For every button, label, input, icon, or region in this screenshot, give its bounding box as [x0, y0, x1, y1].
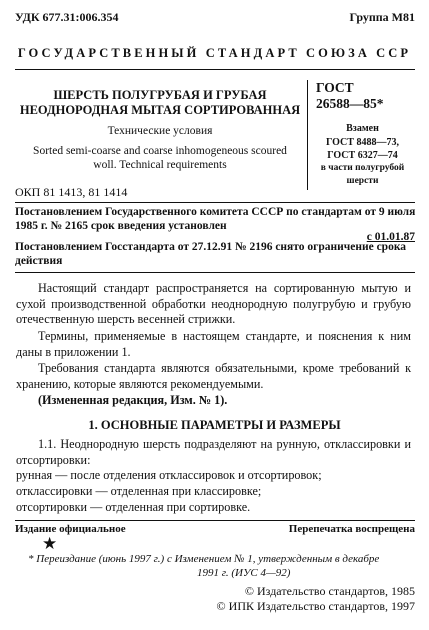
replace-2: ГОСТ 6327—74 — [327, 150, 398, 161]
title-en-line-1: Sorted semi-coarse and coarse inhomogeneous scoured — [33, 145, 287, 157]
decree-line-3: Постановлением Госстандарта от 27.12.91 № 2196 снято ограничение срока — [15, 241, 407, 253]
group-code: Группа М81 — [349, 10, 415, 24]
title-subtitle: Технические условия — [107, 125, 213, 137]
reissue-line-2: 1991 г. (ИУС 4—92) — [197, 567, 291, 579]
paragraph-sorting: отсортировки — отделенная при сортировке. — [16, 500, 251, 514]
reissue-line-1: * Переиздание (июнь 1997 г.) с Изменением № 1, утвержденным в декабре — [28, 553, 380, 565]
replace-4: шерсти — [346, 176, 379, 186]
replace-3: в части полугрубой — [320, 163, 405, 173]
title-line-1: ШЕРСТЬ ПОЛУГРУБАЯ И ГРУБАЯ — [53, 88, 267, 102]
replace-label: Взамен — [346, 123, 379, 134]
gost-number: 26588—85* — [316, 96, 384, 111]
reprint-notice: Перепечатка воспрещена — [288, 523, 415, 535]
paragraph-requirements: Требования стандарта являются обязательными, кроме требований к хранению, которые являются рекомендуемыми. — [16, 361, 411, 391]
decree-line-1: Постановлением Государственного комитета СССР по стандартам от 9 июля — [15, 206, 416, 218]
decree-line-2: 1985 г. № 2165 срок введения установлен — [15, 220, 227, 232]
paragraph-1-1: 1.1. Неоднородную шерсть подразделяют на рунную, отклассировки и отсортировки: — [16, 437, 411, 467]
header-rule — [15, 69, 415, 70]
footer-rule — [15, 520, 415, 521]
section-heading-1: 1. ОСНОВНЫЕ ПАРАМЕТРЫ И РАЗМЕРЫ — [88, 418, 341, 432]
okp-code: ОКП 81 1413, 81 1414 — [15, 185, 128, 199]
title-line-2: НЕОДНОРОДНАЯ МЫТАЯ СОРТИРОВАННАЯ — [19, 103, 301, 117]
paragraph-fleece: рунная — после отделения отклассировок и отсортировок; — [16, 468, 322, 482]
paragraph-classing: отклассировки — отделенная при классировке; — [16, 484, 262, 498]
paragraph-terms: Термины, применяемые в настоящем стандарте, и пояснения к ним даны в приложении 1. — [16, 329, 411, 359]
paragraph-amendment: (Измененная редакция, Изм. № 1). — [38, 393, 228, 407]
title-divider — [307, 80, 308, 190]
okp-rule — [15, 202, 415, 203]
decree-rule — [15, 272, 415, 273]
title-en-line-2: woll. Technical requirements — [93, 159, 227, 171]
replace-1: ГОСТ 8488—73, — [326, 137, 399, 148]
gost-label: ГОСТ — [316, 80, 354, 95]
copyright-1985: © Издательство стандартов, 1985 — [244, 584, 415, 598]
paragraph-scope: Настоящий стандарт распространяется на сортированную мытую и сухой производственной обработки неоднородную полугрубую и грубую отечественную шерсть весенней стрижки. — [16, 281, 411, 327]
decree-date: с 01.01.87 — [366, 231, 415, 243]
standard-heading: ГОСУДАРСТВЕННЫЙ СТАНДАРТ СОЮЗА ССР — [17, 46, 412, 60]
udk-code: УДК 677.31:006.354 — [15, 10, 119, 24]
official-edition: Издание официальное — [15, 523, 126, 535]
star-icon: ★ — [42, 534, 58, 553]
decree-line-4: действия — [15, 255, 63, 267]
copyright-1997: © ИПК Издательство стандартов, 1997 — [216, 599, 415, 613]
